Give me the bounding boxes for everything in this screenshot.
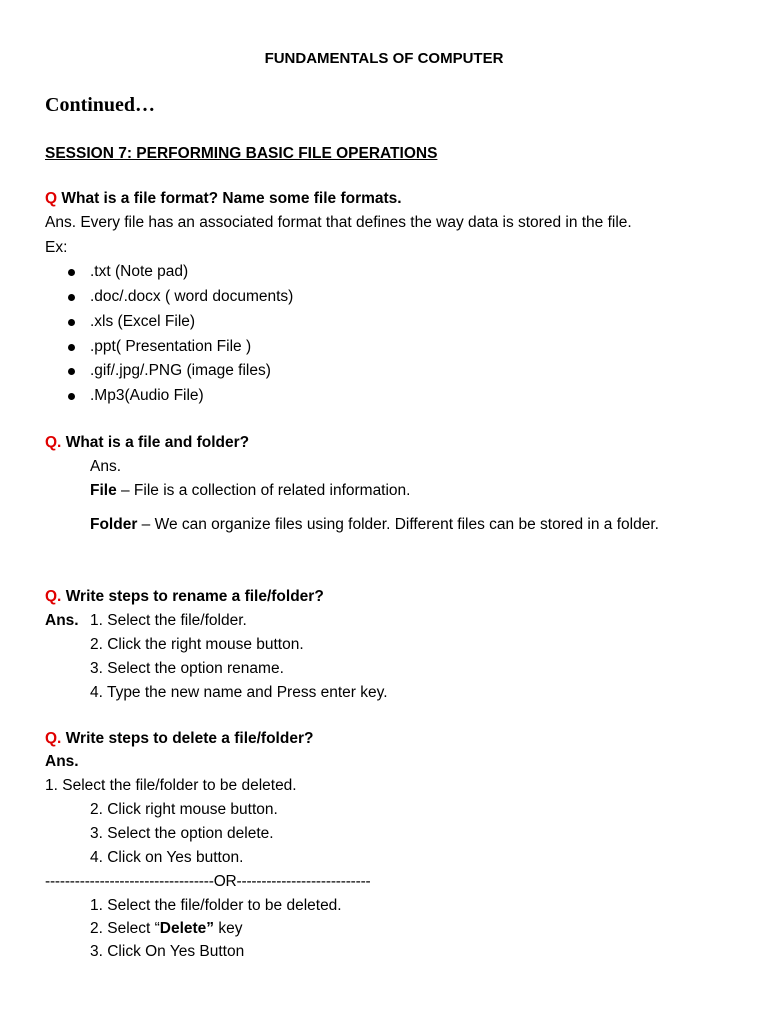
delete-key-label: Delete” xyxy=(159,920,215,937)
continued-heading: Continued… xyxy=(45,94,156,116)
q4-step: 1. Select the file/folder to be deleted. xyxy=(45,777,297,794)
q4-step: 2. Click right mouse button. xyxy=(90,801,278,818)
q4-alt-step: 1. Select the file/folder to be deleted. xyxy=(90,897,342,914)
bullet-icon xyxy=(68,269,75,276)
folder-term: Folder xyxy=(90,516,138,533)
alt-step-prefix: 2. Select “ xyxy=(90,920,160,937)
bullet-icon xyxy=(68,344,75,351)
q2-folder-definition xyxy=(90,517,659,533)
q4-marker: Q. xyxy=(45,730,62,747)
folder-definition: – We can organize files using folder. Different files can be stored in a folder. xyxy=(137,516,659,533)
q1-heading xyxy=(45,191,402,207)
q3-marker: Q. xyxy=(45,588,62,605)
q4-step: 4. Click on Yes button. xyxy=(90,849,244,866)
bullet-icon xyxy=(68,319,75,326)
q3-step: 1. Select the file/folder. xyxy=(90,612,247,629)
list-item: .Mp3(Audio File) xyxy=(90,387,204,404)
q3-heading xyxy=(45,589,324,605)
q2-file-definition xyxy=(90,483,410,499)
bullet-icon xyxy=(68,368,75,375)
q3-step: 4. Type the new name and Press enter key. xyxy=(90,684,388,701)
list-item: .doc/.docx ( word documents) xyxy=(90,288,294,305)
q1-question: What is a file format? Name some file formats. xyxy=(61,190,402,207)
q3-ans: Ans. xyxy=(45,612,79,629)
q1-marker: Q xyxy=(45,190,58,207)
list-item: .txt (Note pad) xyxy=(90,263,189,280)
q2-heading xyxy=(45,435,249,451)
q4-step: 3. Select the option delete. xyxy=(90,825,274,842)
q1-ex: Ex: xyxy=(45,239,68,256)
bullet-icon xyxy=(68,294,75,301)
alt-step-suffix: key xyxy=(214,920,243,937)
session-heading: SESSION 7: PERFORMING BASIC FILE OPERATIONS xyxy=(45,145,438,162)
file-term: File xyxy=(90,482,117,499)
document-title: FUNDAMENTALS OF COMPUTER xyxy=(264,50,504,67)
q2-ans: Ans. xyxy=(90,458,122,475)
list-item: .ppt( Presentation File ) xyxy=(90,338,252,355)
q4-alt-step: 3. Click On Yes Button xyxy=(90,943,245,960)
file-definition: – File is a collection of related information. xyxy=(116,482,411,499)
bullet-icon xyxy=(68,393,75,400)
list-item: .gif/.jpg/.PNG (image files) xyxy=(90,362,271,379)
q1-answer: Ans. Every file has an associated format that defines the way data is stored in the file. xyxy=(45,214,632,231)
or-separator: ----------------------------------OR--------------------------- xyxy=(45,873,371,890)
q3-step: 3. Select the option rename. xyxy=(90,660,284,677)
q4-heading xyxy=(45,731,313,747)
list-item: .xls (Excel File) xyxy=(90,313,196,330)
q4-ans: Ans. xyxy=(45,753,79,770)
q2-marker: Q. xyxy=(45,434,62,451)
q3-step: 2. Click the right mouse button. xyxy=(90,636,304,653)
q4-alt-step xyxy=(90,921,243,937)
q4-question: Write steps to delete a file/folder? xyxy=(65,730,314,747)
q2-question: What is a file and folder? xyxy=(65,434,250,451)
q3-question: Write steps to rename a file/folder? xyxy=(65,588,324,605)
